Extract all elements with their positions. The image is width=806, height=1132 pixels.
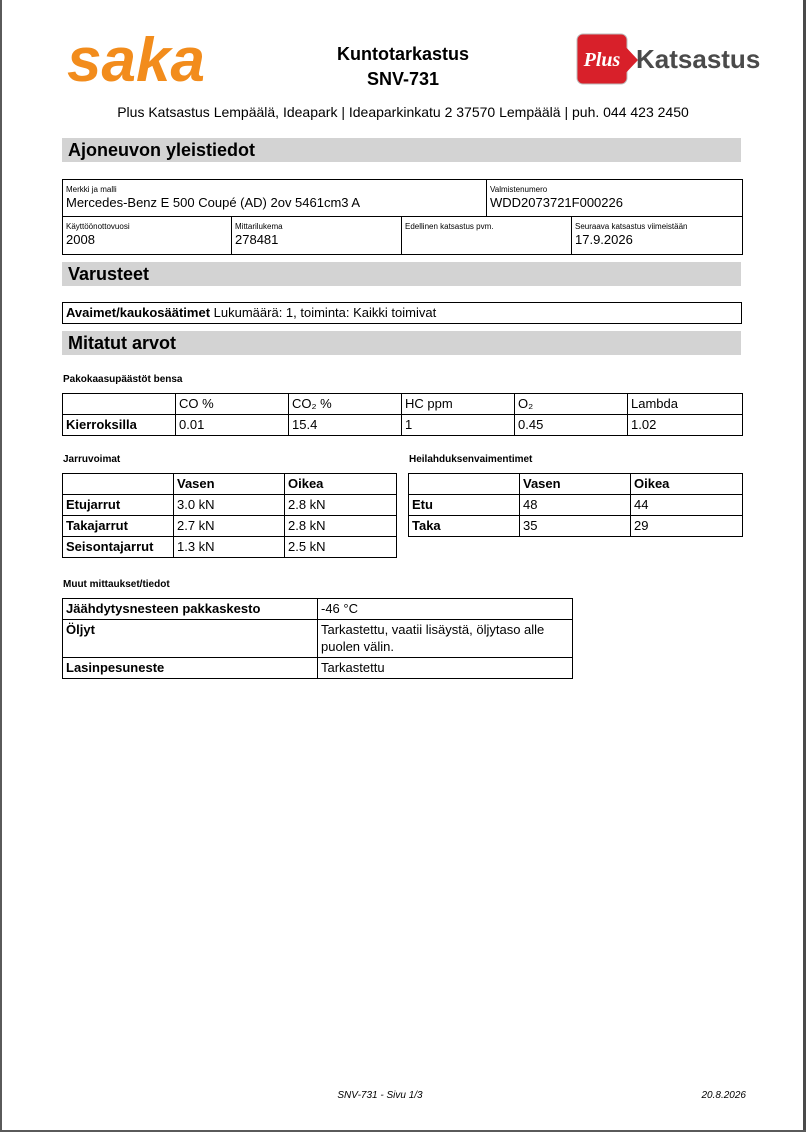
brakes-row-left: 2.7 kN (174, 516, 285, 537)
emissions-value-lambda: 1.02 (628, 415, 743, 436)
other-row-value: Tarkastettu, vaatii lisäystä, öljytaso alle puolen välin. (318, 620, 573, 658)
emissions-header-lambda: Lambda (628, 394, 743, 415)
table-row (63, 537, 397, 558)
emissions-header-row (63, 394, 743, 415)
emissions-header-co2: CO₂ % (289, 394, 402, 415)
brakes-row-left: 1.3 kN (174, 537, 285, 558)
keys-label: Avaimet/kaukosäätimet (66, 305, 211, 320)
table-row (409, 495, 743, 516)
document-title (280, 42, 526, 92)
table-row (63, 658, 573, 679)
shocks-table (408, 473, 743, 537)
vehicle-info-table-2 (62, 216, 743, 255)
brakes-table (62, 473, 397, 558)
shocks-header-right: Oikea (631, 474, 743, 495)
table-row (63, 495, 397, 516)
saka-logo (40, 33, 232, 87)
emissions-value-co: 0.01 (176, 415, 289, 436)
year-label: Käyttöönottovuosi (66, 222, 130, 231)
emissions-value-hc: 1 (402, 415, 515, 436)
section-header-equipment: Varusteet (62, 262, 741, 286)
shocks-header-left: Vasen (520, 474, 631, 495)
emissions-row-label: Kierroksilla (63, 415, 176, 436)
shocks-row-left: 48 (520, 495, 631, 516)
other-row-label: Öljyt (63, 620, 318, 658)
emissions-value-row (63, 415, 743, 436)
emissions-title: Pakokaasupäästöt bensa (63, 374, 183, 385)
footer-page-number: SNV-731 - Sivu 1/3 (337, 1090, 423, 1101)
brakes-row-label: Etujarrut (63, 495, 174, 516)
emissions-value-co2: 15.4 (289, 415, 402, 436)
equipment-table (62, 302, 742, 324)
title-line-1: Kuntotarkastus (336, 44, 470, 64)
shocks-title: Heilahduksenvaimentimet (409, 454, 533, 465)
emissions-header-empty (63, 394, 176, 415)
keys-row (63, 303, 742, 324)
brakes-header-empty (63, 474, 174, 495)
brakes-header-left: Vasen (174, 474, 285, 495)
brakes-title: Jarruvoimat (63, 454, 121, 465)
shocks-row-right: 44 (631, 495, 743, 516)
keys-value: Lukumäärä: 1, toiminta: Kaikki toimivat (213, 305, 437, 320)
page-edge (0, 0, 2, 1132)
table-row (409, 516, 743, 537)
next-inspection-label: Seuraava katsastus viimeistään (575, 222, 688, 231)
shocks-row-label: Taka (409, 516, 520, 537)
plus-logo-text: Katsastus (636, 44, 761, 74)
vehicle-info-table (62, 179, 743, 217)
year-cell (63, 217, 232, 255)
brakes-row-right: 2.5 kN (285, 537, 397, 558)
other-title: Muut mittaukset/tiedot (63, 579, 170, 590)
odometer-label: Mittarilukema (235, 222, 283, 231)
emissions-header-hc: HC ppm (402, 394, 515, 415)
emissions-value-o2: 0.45 (515, 415, 628, 436)
emissions-table (62, 393, 743, 436)
footer-date: 20.8.2026 (701, 1090, 746, 1101)
other-row-label: Jäähdytysnesteen pakkaskesto (63, 599, 318, 620)
other-row-value: -46 °C (318, 599, 573, 620)
other-row-label: Lasinpesuneste (63, 658, 318, 679)
plus-logo-badge: Plus (583, 49, 621, 71)
odometer-cell (232, 217, 402, 255)
title-line-2: SNV-731 (366, 69, 440, 89)
brakes-row-label: Takajarrut (63, 516, 174, 537)
brakes-header-row (63, 474, 397, 495)
saka-logo-text: saka (67, 33, 205, 87)
brakes-row-right: 2.8 kN (285, 516, 397, 537)
vin-value: WDD2073721F000226 (490, 195, 623, 210)
next-inspection-value: 17.9.2026 (575, 232, 633, 247)
station-address: Plus Katsastus Lempäälä, Ideapark | Ideaparkinkatu 2 37570 Lempäälä | puh. 044 423 2450 (117, 104, 689, 120)
other-row-value: Tarkastettu (318, 658, 573, 679)
next-inspection-cell (572, 217, 743, 255)
brakes-row-left: 3.0 kN (174, 495, 285, 516)
brakes-row-right: 2.8 kN (285, 495, 397, 516)
plus-katsastus-logo (576, 33, 766, 87)
section-header-measured: Mitatut arvot (62, 331, 741, 355)
make-model-label: Merkki ja malli (66, 185, 117, 194)
prev-inspection-label: Edellinen katsastus pvm. (405, 222, 494, 231)
shocks-header-empty (409, 474, 520, 495)
odometer-value: 278481 (235, 232, 279, 247)
vin-label: Valmistenumero (490, 185, 548, 194)
shocks-row-right: 29 (631, 516, 743, 537)
table-row (63, 620, 573, 658)
other-measurements-table (62, 598, 573, 679)
shocks-header-row (409, 474, 743, 495)
table-row (63, 516, 397, 537)
year-value: 2008 (66, 232, 95, 247)
emissions-header-o2: O₂ (515, 394, 628, 415)
prev-inspection-cell (402, 217, 572, 255)
shocks-row-label: Etu (409, 495, 520, 516)
brakes-row-label: Seisontajarrut (63, 537, 174, 558)
table-row (63, 599, 573, 620)
shocks-row-left: 35 (520, 516, 631, 537)
emissions-header-co: CO % (176, 394, 289, 415)
vin-cell (487, 180, 743, 217)
make-model-cell (63, 180, 487, 217)
make-model-value: Mercedes-Benz E 500 Coupé (AD) 2ov 5461cm3 A (66, 195, 361, 210)
section-header-general: Ajoneuvon yleistiedot (62, 138, 741, 162)
brakes-header-right: Oikea (285, 474, 397, 495)
